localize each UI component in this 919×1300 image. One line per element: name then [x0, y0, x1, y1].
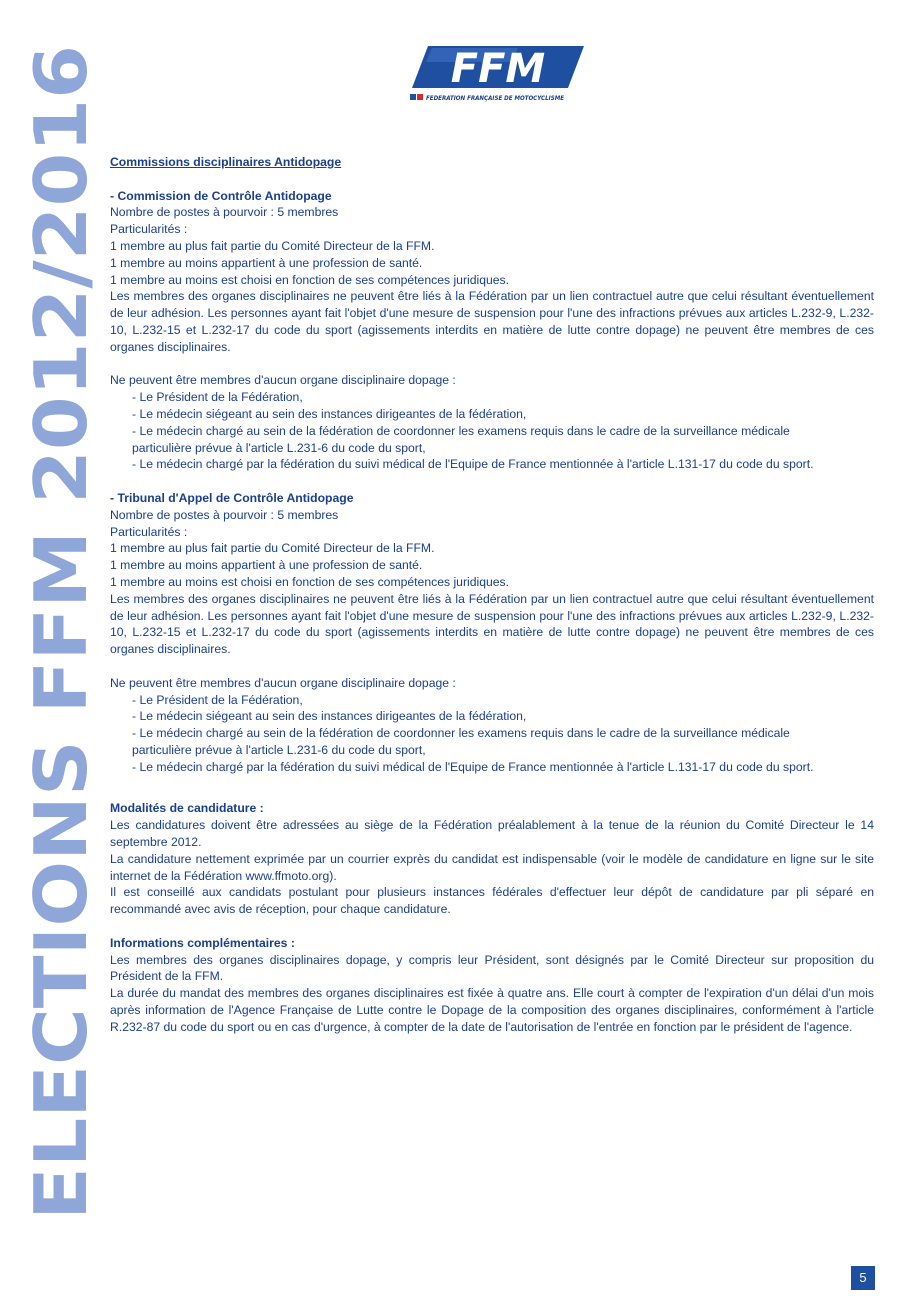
ffm-logo — [408, 44, 584, 104]
tribunal-list-item: - Le médecin siégeant au sein des instances dirigeantes de la fédération, — [132, 709, 527, 724]
informations-title: Informations complémentaires : — [110, 935, 295, 950]
commission-ne-peuvent: Ne peuvent être membres d'aucun organe disciplinaire dopage : — [110, 373, 456, 388]
informations-paragraph: La durée du mandat des membres des organes disciplinaires est fixée à quatre ans. Elle court à compter de l'expiration d'un délai d'un mois après information de l'Agence Française de Lutte contre le Dopage de la composition des organes disciplinaires, conformément à l'article R.232-87 du code du sport ou en cas d'urgence, à compter de la date de l'autorisation de l'entrée en fonction par le président de l'agence. — [110, 986, 874, 1034]
commission-list-item: particulière prévue à l'article L.231-6 du code du sport, — [132, 440, 426, 455]
commission-list-item: - Le médecin chargé au sein de la fédération de coordonner les examens requis dans le cadre de la surveillance médicale — [132, 423, 790, 438]
tribunal-item: 1 membre au moins appartient à une profession de santé. — [110, 558, 423, 573]
modalites-title: Modalités de candidature : — [110, 801, 264, 816]
tribunal-paragraph: Les membres des organes disciplinaires ne peuvent être liés à la Fédération par un lien contractuel autre que celui résultant éventuellement de leur adhésion. Les personnes ayant fait l'objet d'une mesure de suspension pour l'une des infractions prévues aux articles L.232-9, L.232-10, L.232-15 et L.232-17 du code du sport (agissements interdits en matière de lutte contre dopage) ne peuvent être membres de ces organes disciplinaires. — [110, 591, 874, 657]
commission-postes: Nombre de postes à pourvoir : 5 membres — [110, 205, 339, 220]
page-number: 5 — [851, 1266, 875, 1290]
tribunal-particularites: Particularités : — [110, 524, 188, 539]
commission-list-item: - Le médecin siégeant au sein des instances dirigeantes de la fédération, — [132, 406, 527, 421]
commission-item: 1 membre au plus fait partie du Comité Directeur de la FFM. — [110, 238, 435, 253]
commission-list-item: - Le médecin chargé par la fédération du suivi médical de l'Equipe de France mentionnée à l'article L.131-17 du code du sport. — [132, 457, 814, 472]
tribunal-ne-peuvent: Ne peuvent être membres d'aucun organe disciplinaire dopage : — [110, 675, 456, 690]
commission-particularites: Particularités : — [110, 222, 188, 237]
commission-list-item: - Le Président de la Fédération, — [132, 390, 303, 405]
tribunal-list-item: - Le médecin chargé au sein de la fédération de coordonner les examens requis dans le cadre de la surveillance médicale — [132, 726, 790, 741]
modalites-paragraph: Il est conseillé aux candidats postulant pour plusieurs instances fédérales d'effectuer leur dépôt de candidature par pli séparé en recommandé avec avis de réception, pour chaque candidature. — [110, 885, 874, 917]
modalites-paragraph: La candidature nettement exprimée par un courrier exprès du candidat est indispensable (voir le modèle de candidature en ligne sur le site internet de la Fédération www.ffmoto.org). — [110, 851, 874, 883]
tribunal-title: - Tribunal d'Appel de Contrôle Antidopage — [110, 490, 354, 505]
tribunal-list-item: particulière prévue à l'article L.231-6 du code du sport, — [132, 742, 426, 757]
tribunal-postes: Nombre de postes à pourvoir : 5 membres — [110, 507, 339, 522]
main-heading: Commissions disciplinaires Antidopage — [110, 155, 342, 169]
side-title — [18, 40, 104, 1220]
commission-paragraph: Les membres des organes disciplinaires ne peuvent être liés à la Fédération par un lien contractuel autre que celui résultant éventuellement de leur adhésion. Les personnes ayant fait l'objet d'une mesure de suspension pour l'une des infractions prévues aux articles L.232-9, L.232-10, L.232-15 et L.232-17 du code du sport (agissements interdits en matière de lutte contre dopage) ne peuvent être membres de ces organes disciplinaires. — [110, 289, 874, 354]
logo-brand: FFM — [450, 46, 546, 92]
commission-item: 1 membre au moins appartient à une profession de santé. — [110, 255, 423, 270]
tribunal-item: 1 membre au moins est choisi en fonction de ses compétences juridiques. — [110, 574, 510, 589]
side-title-text: ELECTIONS FFM 2012/2016 — [19, 126, 103, 1220]
logo-tagline: FEDERATION FRANÇAISE DE MOTOCYCLISME — [426, 94, 565, 102]
commission-item: 1 membre au moins est choisi en fonction de ses compétences juridiques. — [110, 272, 510, 287]
commission-title: - Commission de Contrôle Antidopage — [110, 188, 332, 203]
tribunal-list-item: - Le médecin chargé par la fédération du suivi médical de l'Equipe de France mentionnée à l'article L.131-17 du code du sport. — [132, 759, 814, 774]
tribunal-list-item: - Le Président de la Fédération, — [132, 692, 303, 707]
document-body — [110, 154, 874, 1036]
tribunal-item: 1 membre au plus fait partie du Comité Directeur de la FFM. — [110, 541, 435, 556]
modalites-paragraph: Les candidatures doivent être adressées au siège de la Fédération préalablement à la tenue de la réunion du Comité Directeur le 14 septembre 2012. — [110, 818, 874, 850]
informations-paragraph: Les membres des organes disciplinaires dopage, y compris leur Président, sont désignés par le Comité Directeur sur proposition du Président de la FFM. — [110, 952, 874, 984]
